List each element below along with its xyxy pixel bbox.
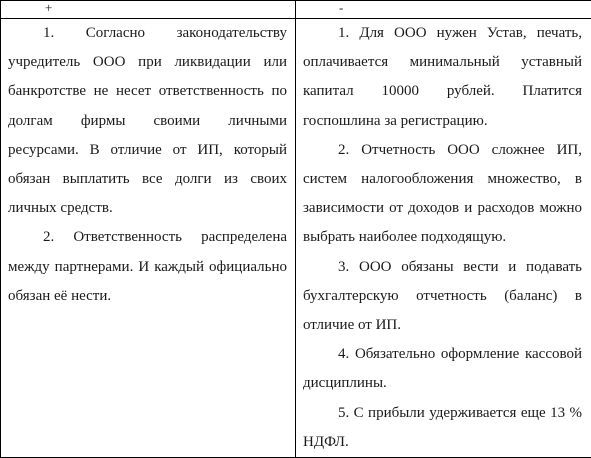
pros-header-cell — [1, 1, 296, 19]
cons-item: 5. С прибыли удерживается еще 13 % НДФЛ. — [303, 399, 582, 457]
table-body-row — [1, 19, 591, 458]
cons-header-cell — [296, 1, 591, 19]
cons-item: 4. Обязательно оформление кассовой дисциплины. — [303, 340, 582, 398]
pros-cell — [1, 19, 296, 458]
cons-cell — [296, 19, 591, 458]
cons-header-label: - — [296, 1, 343, 15]
cons-item: 2. Отчетность ООО сложнее ИП, систем налогообложения множество, в зависимости от доходов и расходов можно выбрать наиболее подходящую. — [303, 136, 582, 253]
pros-item: 1. Согласно законодательству учредитель ООО при ликвидации или банкротстве не несет ответственность по долгам фирмы своими личными ресурсами. В отличие от ИП, который обязан выплатить все долги из своих личных средств. — [8, 19, 287, 223]
cons-item: 1. Для ООО нужен Устав, печать, оплачивается минимальный уставный капитал 10000 рублей. Платится госпошлина за регистрацию. — [303, 19, 582, 136]
pros-item: 2. Ответственность распределена между партнерами. И каждый официально обязан её нести. — [8, 223, 287, 311]
cons-item: 3. ООО обязаны вести и подавать бухгалтерскую отчетность (баланс) в отличие от ИП. — [303, 253, 582, 341]
table-header-row — [1, 1, 591, 19]
pros-header-label: + — [1, 1, 52, 15]
